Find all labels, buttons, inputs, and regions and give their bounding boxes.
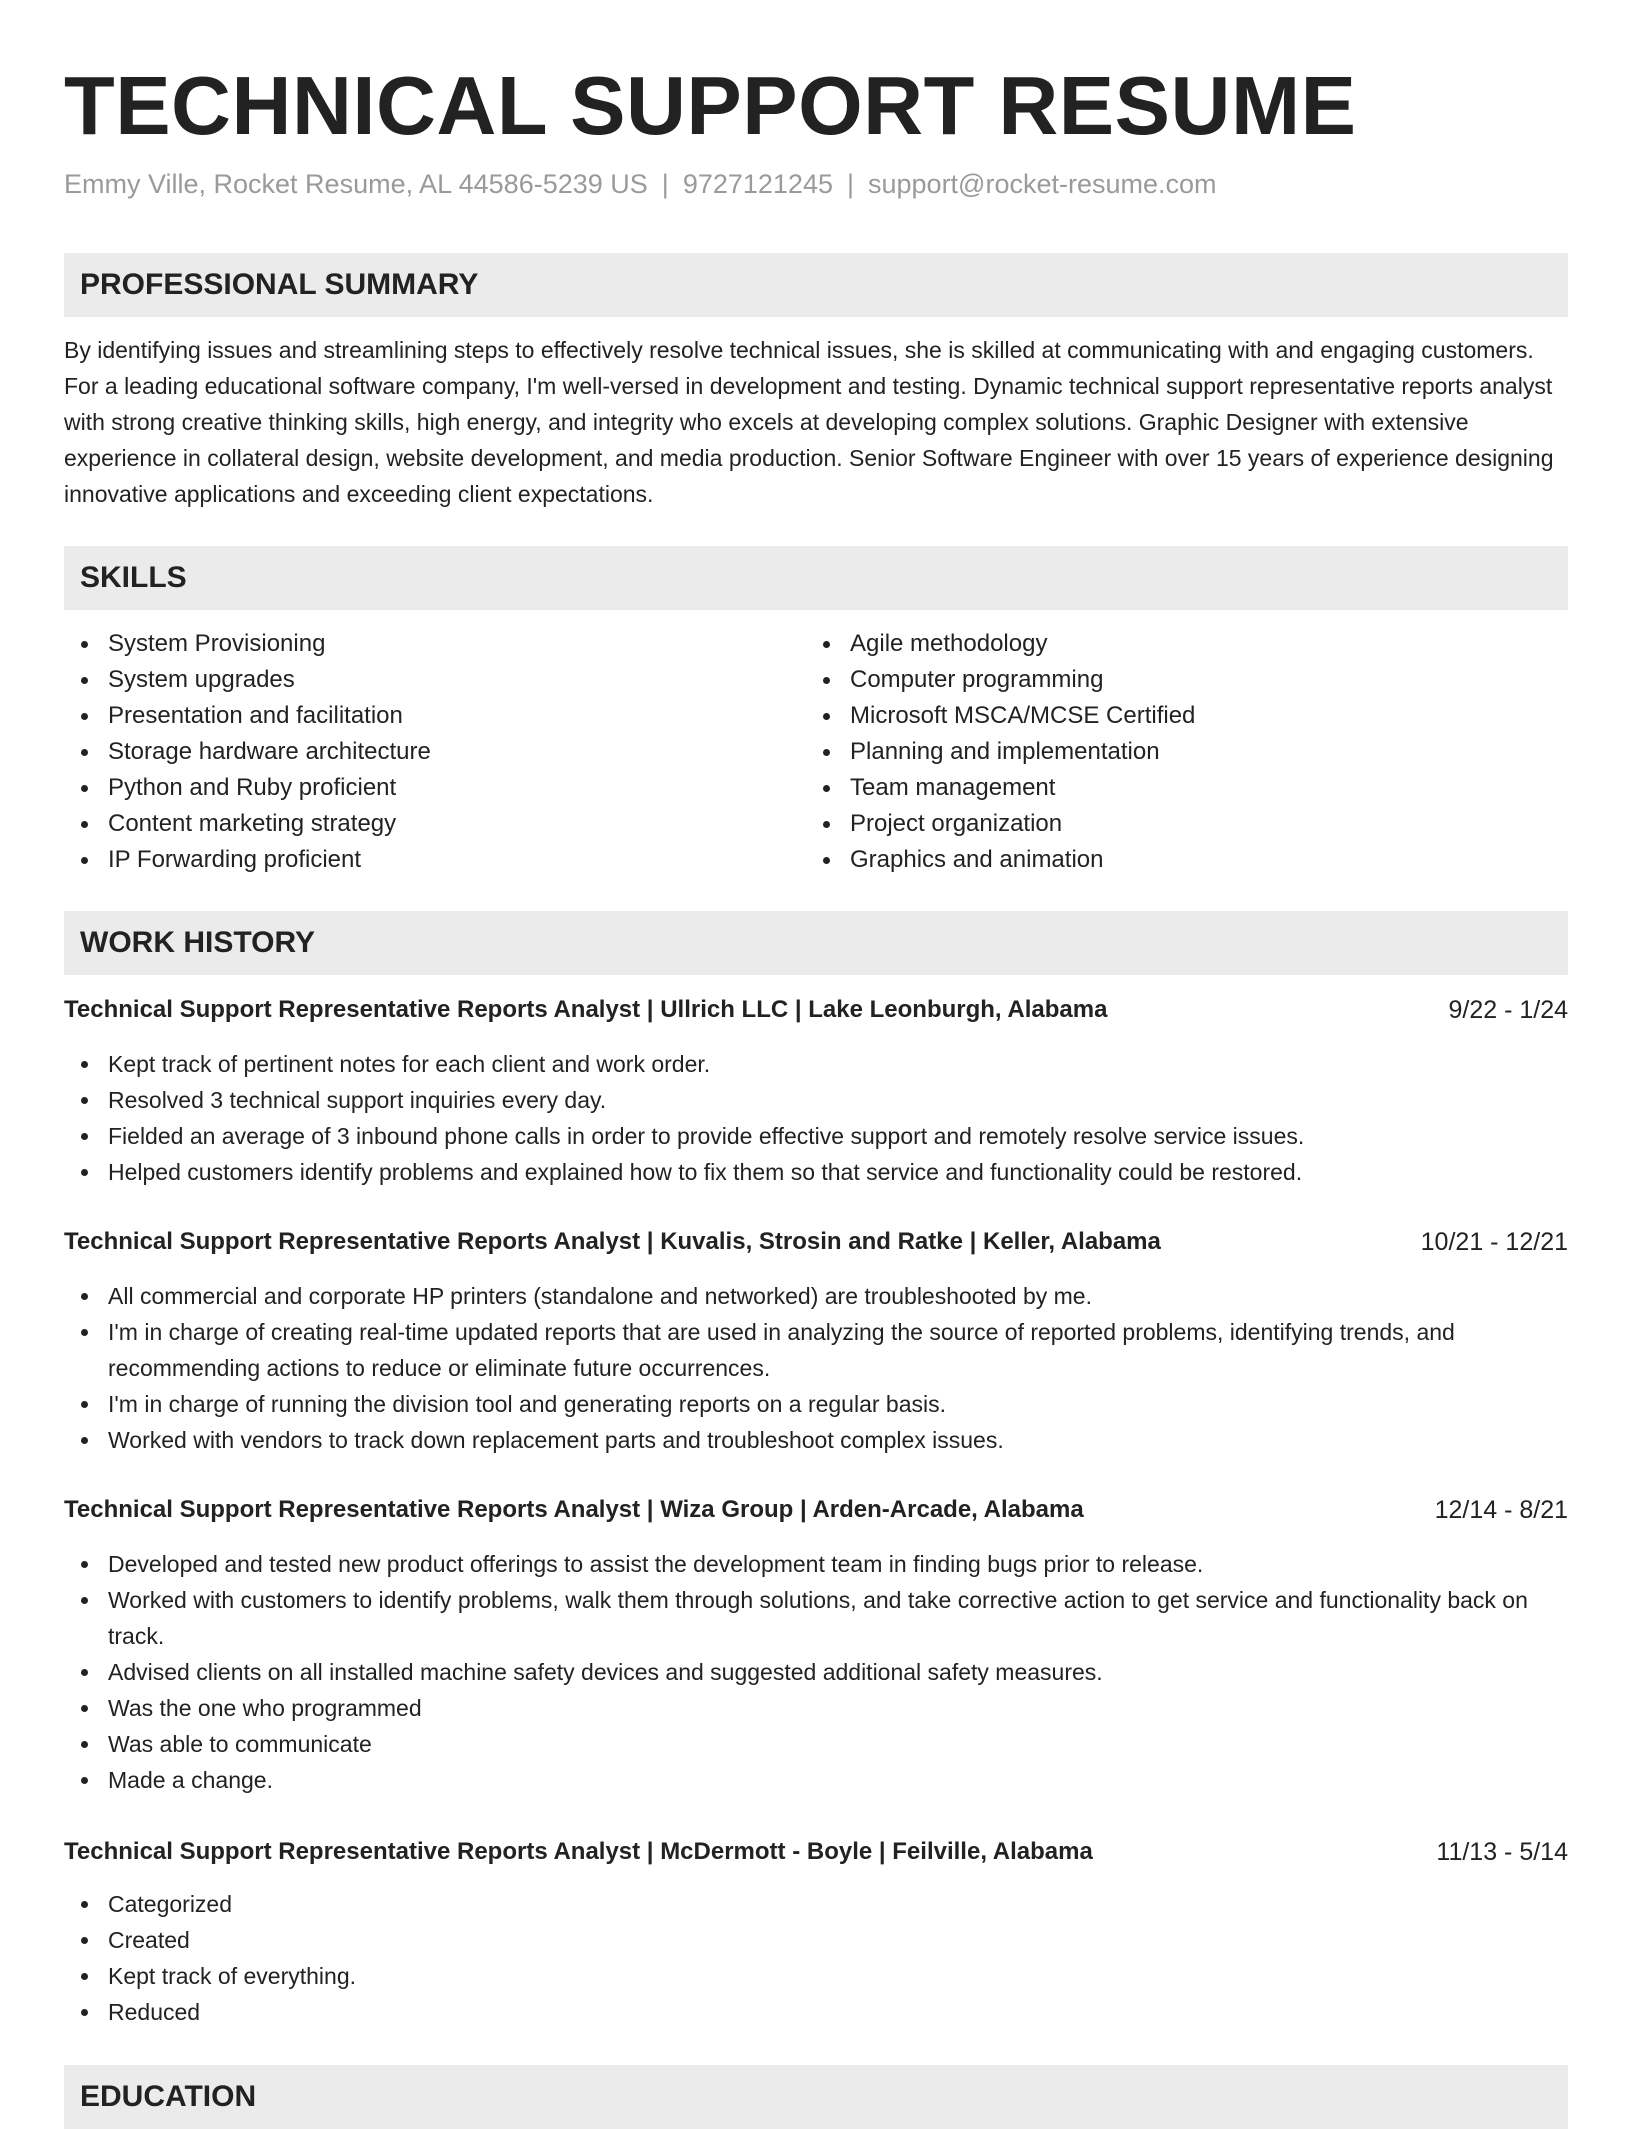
section-header-education: EDUCATION (64, 2065, 1568, 2129)
skill-item: Content marketing strategy (64, 806, 431, 842)
professional-summary-text: By identifying issues and streamlining steps to effectively resolve technical issues, she is skilled at communicating with and engaging customers. For a leading educational software company, I'm well-versed in development and testing. Dynamic technical support representative reports analyst with strong creative thinking skills, high energy, and integrity who excels at developing complex solutions. Graphic Designer with extensive experience in collateral design, website development, and media production. Senior Software Engineer with over 15 years of experience designing innovative applications and exceeding client expectations. (64, 337, 1554, 507)
job-bullet: Kept track of pertinent notes for each client and work order. (64, 1046, 1568, 1082)
job-bullet: Reduced (64, 1994, 1568, 2030)
job-bullet: I'm in charge of creating real-time updated reports that are used in analyzing the source of reported problems, identifying trends, and recommending actions to reduce or eliminate future occurrences. (64, 1314, 1568, 1386)
job-dates: 9/22 - 1/24 (1448, 996, 1568, 1024)
job-title: Technical Support Representative Reports Analyst | McDermott - Boyle | Feilville, Alabama (64, 1838, 1093, 1865)
skill-item: Graphics and animation (806, 842, 1195, 878)
job-dates: 10/21 - 12/21 (1420, 1228, 1568, 1256)
job-bullet: Made a change. (64, 1762, 1568, 1798)
skill-item: Computer programming (806, 662, 1195, 698)
skill-item: Microsoft MSCA/MCSE Certified (806, 698, 1195, 734)
skill-item: Team management (806, 770, 1195, 806)
job-header (64, 1492, 1568, 1528)
skill-item: System upgrades (64, 662, 431, 698)
section-header-work-history: WORK HISTORY (64, 911, 1568, 975)
skill-item: Storage hardware architecture (64, 734, 431, 770)
job-entry (64, 1492, 1568, 1798)
job-dates: 11/13 - 5/14 (1436, 1838, 1568, 1866)
skill-item: System Provisioning (64, 626, 431, 662)
job-bullets (64, 1046, 1568, 1190)
skill-item: Agile methodology (806, 626, 1195, 662)
job-bullet: Worked with customers to identify problems, walk them through solutions, and take corrective action to get service and functionality back on track. (64, 1582, 1568, 1654)
job-bullet: All commercial and corporate HP printers (standalone and networked) are troubleshooted by me. (64, 1278, 1568, 1314)
contact-phone: 9727121245 (682, 169, 833, 199)
skill-item: Planning and implementation (806, 734, 1195, 770)
job-bullet: Developed and tested new product offerings to assist the development team in finding bugs prior to release. (64, 1546, 1568, 1582)
job-bullet: Created (64, 1922, 1568, 1958)
job-header (64, 992, 1568, 1028)
skills-list-left (64, 626, 431, 878)
job-bullet: Advised clients on all installed machine safety devices and suggested additional safety measures. (64, 1654, 1568, 1690)
job-header (64, 1834, 1568, 1870)
job-bullet: Was the one who programmed (64, 1690, 1568, 1726)
job-title: Technical Support Representative Reports Analyst | Ullrich LLC | Lake Leonburgh, Alabama (64, 996, 1108, 1023)
job-entry (64, 1224, 1568, 1458)
job-bullet: Fielded an average of 3 inbound phone calls in order to provide effective support and remotely resolve service issues. (64, 1118, 1568, 1154)
job-bullet: Resolved 3 technical support inquiries every day. (64, 1082, 1568, 1118)
skills-list-right (806, 626, 1195, 878)
job-bullets (64, 1886, 1568, 2030)
resume-title: TECHNICAL SUPPORT RESUME (64, 59, 1357, 152)
contact-separator: | (846, 169, 854, 199)
skill-item: Python and Ruby proficient (64, 770, 431, 806)
contact-line (64, 164, 1217, 204)
job-title: Technical Support Representative Reports Analyst | Wiza Group | Arden-Arcade, Alabama (64, 1496, 1084, 1523)
job-title: Technical Support Representative Reports Analyst | Kuvalis, Strosin and Ratke | Keller, Alabama (64, 1228, 1161, 1255)
job-bullet: Helped customers identify problems and explained how to fix them so that service and functionality could be restored. (64, 1154, 1568, 1190)
contact-email: support@rocket-resume.com (868, 169, 1217, 199)
skill-item: Project organization (806, 806, 1195, 842)
job-bullet: Was able to communicate (64, 1726, 1568, 1762)
contact-address: Emmy Ville, Rocket Resume, AL 44586-5239 US (64, 169, 648, 199)
job-entry (64, 1834, 1568, 2030)
job-bullets (64, 1546, 1568, 1798)
job-bullets (64, 1278, 1568, 1458)
job-header (64, 1224, 1568, 1260)
job-bullet: Worked with vendors to track down replacement parts and troubleshoot complex issues. (64, 1422, 1568, 1458)
job-bullet: Kept track of everything. (64, 1958, 1568, 1994)
section-header-professional-summary: PROFESSIONAL SUMMARY (64, 253, 1568, 317)
job-bullet: I'm in charge of running the division tool and generating reports on a regular basis. (64, 1386, 1568, 1422)
job-bullet: Categorized (64, 1886, 1568, 1922)
contact-separator: | (661, 169, 669, 199)
skill-item: Presentation and facilitation (64, 698, 431, 734)
job-dates: 12/14 - 8/21 (1434, 1496, 1568, 1524)
section-header-skills: SKILLS (64, 546, 1568, 610)
job-entry (64, 992, 1568, 1190)
skill-item: IP Forwarding proficient (64, 842, 431, 878)
